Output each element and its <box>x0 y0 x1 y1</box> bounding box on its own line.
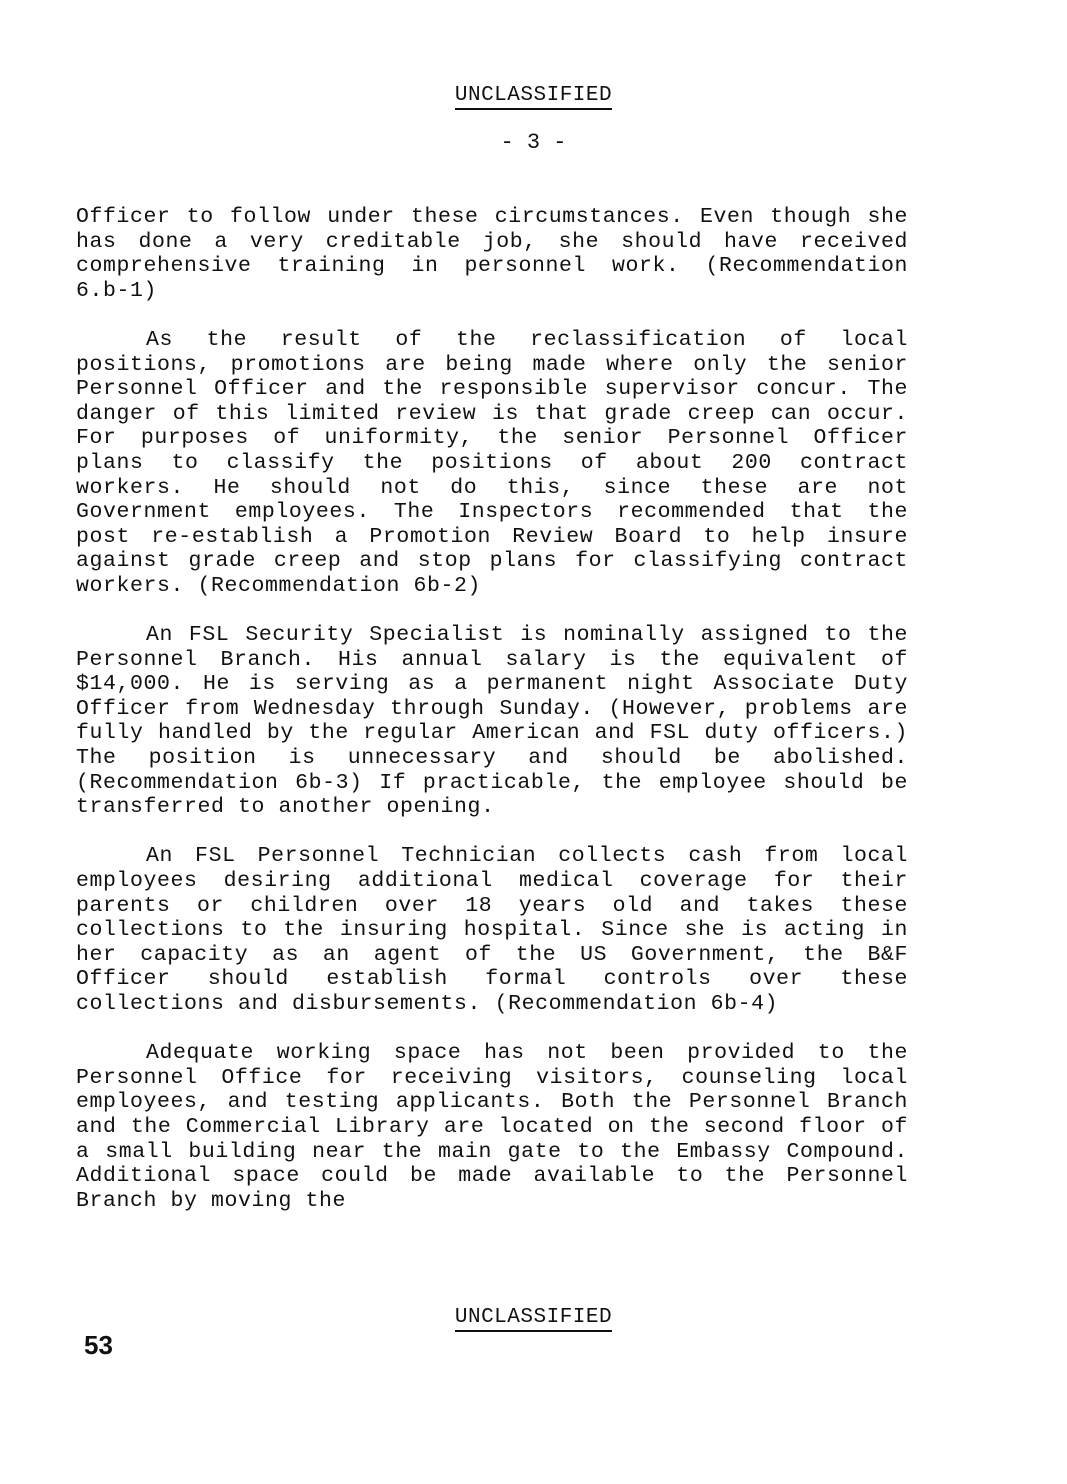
paragraph-security-specialist: An FSL Security Specialist is nominally assigned to the Personnel Branch. His annual salary is the equivalent of $14,000. He is serving as a permanent night Associate Duty Officer from Wednesday through Sunday. (However, problems are fully handled by the regular American and FSL duty officers.) The position is unnecessary and should be abolished. (Recommendation 6b-3) If practicable, the employee should be transferred to another opening. <box>76 623 908 820</box>
classification-header: UNCLASSIFIED <box>0 84 1067 107</box>
page-number: - 3 - <box>500 130 567 155</box>
folio-number: 53 <box>84 1330 113 1360</box>
paragraph-working-space: Adequate working space has not been provided to the Personnel Office for receiving visitors, counseling local employees, and testing applicants. Both the Personnel Branch and the Commercial Library are located on the second floor of a small building near the main gate to the Embassy Compound. Additional space could be made available to the Personnel Branch by moving the <box>76 1041 908 1213</box>
body-text <box>76 205 908 1238</box>
paragraph-reclassification: As the result of the reclassification of local positions, promotions are being made where only the senior Personnel Officer and the responsible supervisor concur. The danger of this limited review is that grade creep can occur. For purposes of uniformity, the senior Personnel Officer plans to classify the positions of about 200 contract workers. He should not do this, since these are not Government employees. The Inspectors recommended that the post re-establish a Promotion Review Board to help insure against grade creep and stop plans for classifying contract workers. (Recommendation 6b-2) <box>76 327 908 598</box>
paragraph-continuation: Officer to follow under these circumstances. Even though she has done a very creditable job, she should have received comprehensive training in personnel work. (Recommendation 6.b-1) <box>76 205 908 303</box>
classification-footer: UNCLASSIFIED <box>0 1306 1067 1329</box>
paragraph-personnel-technician: An FSL Personnel Technician collects cash from local employees desiring additional medical coverage for their parents or children over 18 years old and takes these collections to the insuring hospital. Since she is acting in her capacity as an agent of the US Government, the B&F Officer should establish formal controls over these collections and disbursements. (Recommendation 6b-4) <box>76 844 908 1016</box>
